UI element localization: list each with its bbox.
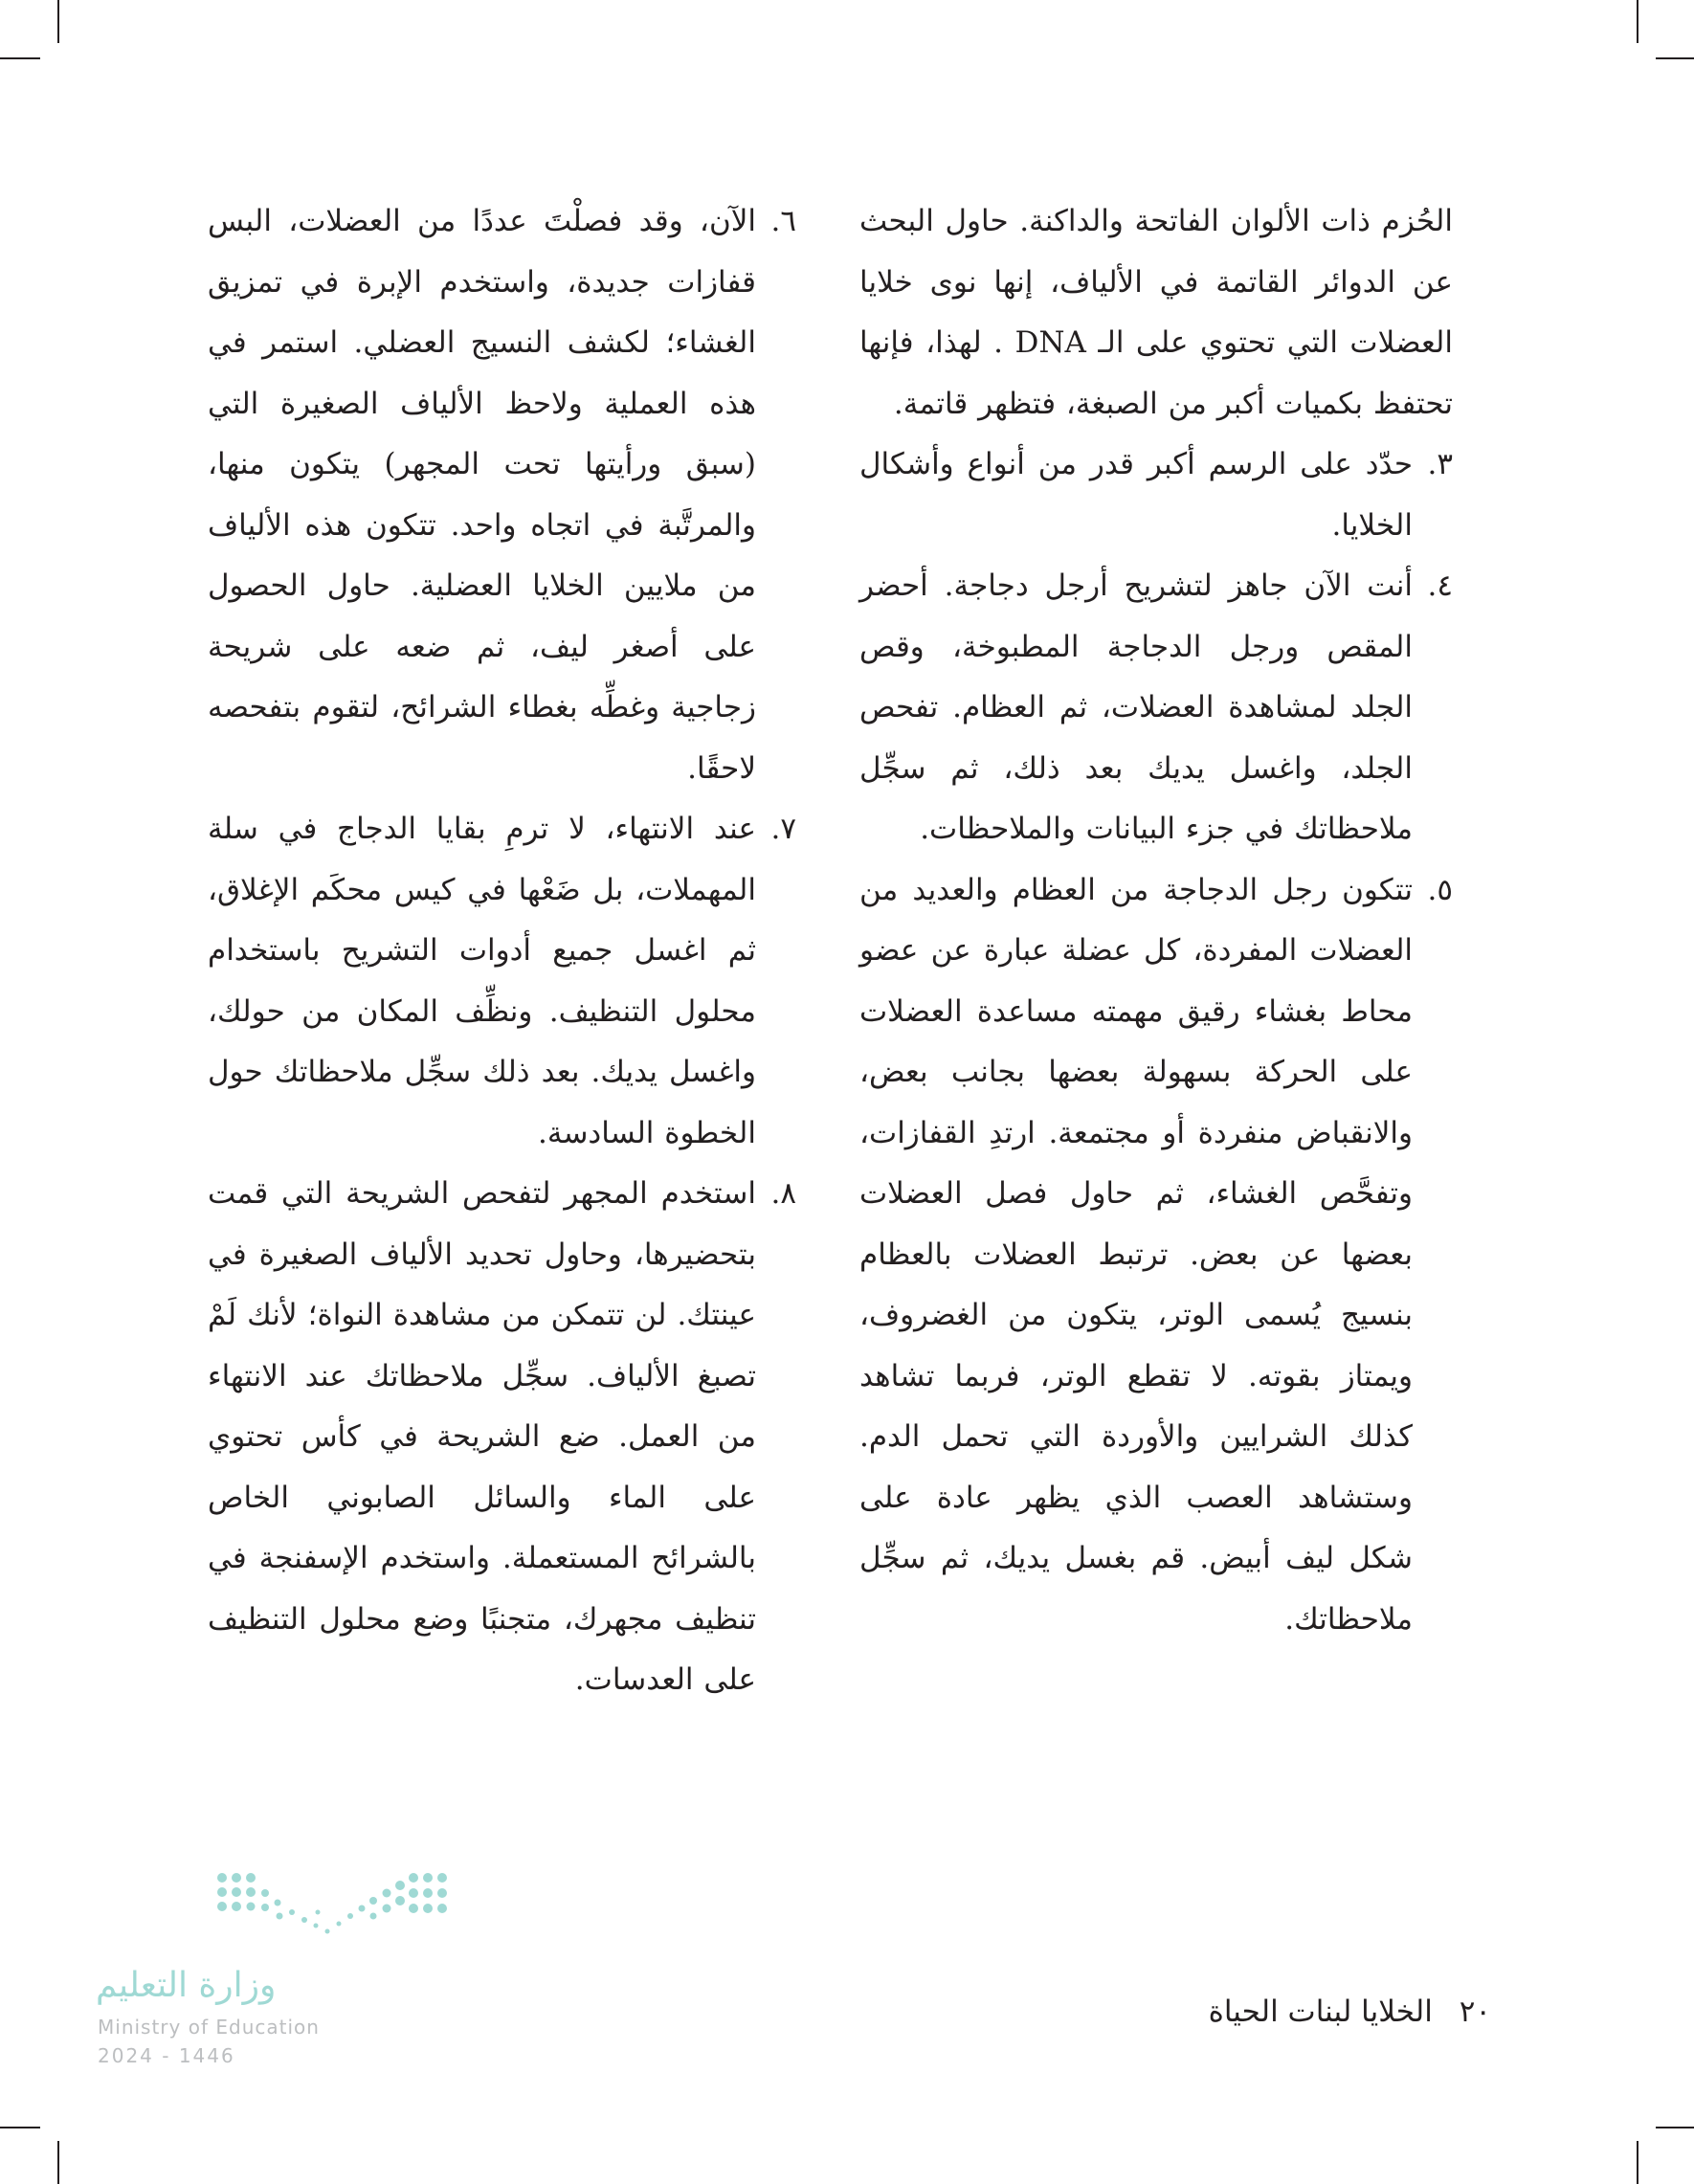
left-column	[208, 191, 796, 1711]
running-footer	[1209, 1993, 1491, 2031]
step-text: أنت الآن جاهز لتشريح أرجل دجاجة. أحضر المقص ورجل الدجاجة المطبوخة، وقص الجلد لمشاهدة العضلات، ثم العظام. تفحص الجلد، واغسل يديك بعد ذلك، ثم سجِّل ملاحظاتك في جزء البيانات والملاحظات.	[859, 568, 1413, 846]
step-5	[859, 860, 1453, 1651]
right-column	[859, 191, 1453, 1650]
step-text: استخدم المجهر لتفحص الشريحة التي قمت بتحضيرها، وحاول تحديد الألياف الصغيرة في عينتك. لن تتمكن من مشاهدة النواة؛ لأنك لَمْ تصبغ الألياف. سجِّل ملاحظاتك عند الانتهاء من العمل. ضع الشريحة في كأس تحتوي على الماء والسائل الصابوني الخاص بالشرائح المستعملة. واستخدم الإسفنجة في تنظيف مجهرك، متجنبًا وضع محلول التنظيف على العدسات.	[208, 1176, 756, 1697]
intro-paragraph: الحُزم ذات الألوان الفاتحة والداكنة. حاول البحث عن الدوائر القاتمة في الألياف، إنها نوى خلايا العضلات التي تحتوي على الـ DNA . لهذا، فإنها تحتفظ بكميات أكبر من الصبغة، فتظهر قاتمة.	[859, 204, 1453, 421]
logo-english-text: Ministry of Education	[98, 2016, 320, 2039]
crop-mark-top-right-v	[1637, 0, 1638, 43]
crop-mark-bottom-right-v	[1637, 2141, 1638, 2184]
crop-mark-top-left-h	[0, 57, 40, 59]
step-number: ٧.	[770, 812, 796, 846]
step-6	[208, 191, 796, 799]
step-number: ٦.	[770, 204, 796, 238]
step-text: عند الانتهاء، لا ترمِ بقايا الدجاج في سلة المهملات، بل ضَعْها في كيس محكَم الإغلاق، ثم اغسل جميع أدوات التشريح باستخدام محلول التنظيف. ونظِّف المكان من حولك، واغسل يديك. بعد ذلك سجِّل ملاحظاتك حول الخطوة السادسة.	[208, 812, 756, 1150]
ministry-logo	[96, 1866, 345, 2067]
page-number: ٢٠	[1459, 1995, 1491, 2029]
crop-mark-bottom-right-h	[1656, 2127, 1694, 2128]
logo-arabic-text: وزارة التعليم	[96, 1966, 277, 2005]
crop-mark-top-right-h	[1656, 57, 1694, 59]
crop-mark-top-left-v	[57, 0, 59, 43]
step-number: ٥.	[1427, 872, 1453, 907]
step-number: ٨.	[770, 1176, 796, 1211]
step-text: تتكون رجل الدجاجة من العظام والعديد من العضلات المفردة، كل عضلة عبارة عن عضو محاط بغشاء رقيق مهمته مساعدة العضلات على الحركة بسهولة بعضها بجانب بعض، والانقباض منفردة أو مجتمعة. ارتدِ القفازات، وتفحَّص الغشاء، ثم حاول فصل العضلات بعضها عن بعض. ترتبط العضلات بالعظام بنسيج يُسمى الوتر، يتكون من الغضروف، ويمتاز بقوته. لا تقطع الوتر، فربما تشاهد كذلك الشرايين والأوردة التي تحمل الدم. وستشاهد العصب الذي يظهر عادة على شكل ليف أبيض. قم بغسل يديك، ثم سجِّل ملاحظاتك.	[859, 872, 1413, 1637]
step-3	[859, 435, 1453, 556]
step-text: حدّد على الرسم أكبر قدر من أنواع وأشكال الخلايا.	[859, 447, 1413, 543]
step-number: ٣.	[1427, 447, 1453, 481]
chapter-title: الخلايا لبنات الحياة	[1208, 1995, 1433, 2029]
logo-dots-icon	[211, 1866, 450, 1948]
step-number: ٤.	[1427, 568, 1453, 603]
crop-mark-bottom-left-h	[0, 2127, 40, 2128]
step-8	[208, 1164, 796, 1711]
step-text: الآن، وقد فصلْتَ عددًا من العضلات، البس قفازات جديدة، واستخدم الإبرة في تمزيق الغشاء؛ لكشف النسيج العضلي. استمر في هذه العملية ولاحظ الألياف الصغيرة التي (سبق ورأيتها تحت المجهر) يتكون منها، والمرتَّبة في اتجاه واحد. تتكون هذه الألياف من ملايين الخلايا العضلية. حاول الحصول على أصغر ليف، ثم ضعه على شريحة زجاجية وغطِّه بغطاء الشرائح، لتقوم بتفحصه لاحقًا.	[208, 204, 756, 786]
step-4	[859, 556, 1453, 860]
step-7	[208, 799, 796, 1164]
crop-mark-bottom-left-v	[57, 2141, 59, 2184]
logo-year: 2024 - 1446	[98, 2044, 235, 2067]
